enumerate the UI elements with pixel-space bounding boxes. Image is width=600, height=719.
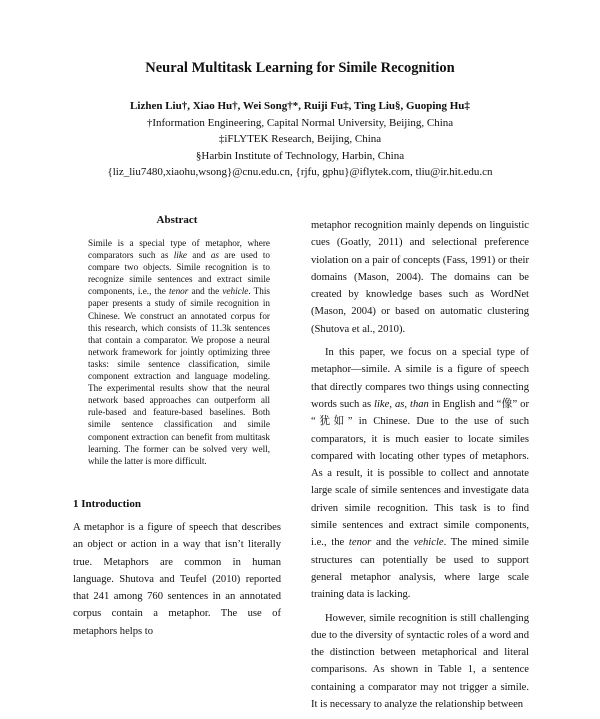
para-em: as [394, 398, 405, 410]
para-em: than [410, 398, 429, 410]
author-block [0, 98, 600, 181]
introduction-paragraph: A metaphor is a figure of speech that describes an object or action in a way that isn’t literally true. Metaphors are common in human language. Shutova and Teufel (2010) reported that 241 among 760 sentences in an annotated corpus contain a metaphor. The use of metaphors helps to [73, 522, 281, 637]
affiliation-1: †Information Engineering, Capital Normal University, Beijing, China [146, 116, 454, 129]
para-seg: , [404, 398, 410, 410]
abstract-seg: and the [188, 286, 223, 297]
right-paragraph-1: metaphor recognition mainly depends on linguistic cues (Goatly, 2011) and selectional preference violation on a pair of concepts (Fass, 1991) or their domains (Mason, 2004). The domains can be created by knowledge bases such as WordNet (Mason, 2004) or based on automatic clustering (Shutova et al., 2010). [311, 220, 529, 335]
paper-title: Neural Multitask Learning for Simile Recognition [145, 60, 455, 76]
right-paragraph-2 [311, 344, 529, 603]
abstract-body [88, 237, 270, 467]
abstract-seg: are used to compare two objects. Simile recognition is to recognize simile sentences and extract simile components, i.e., the [88, 250, 271, 297]
para-seg: and the [371, 537, 414, 549]
abstract-heading: Abstract [156, 214, 198, 226]
abstract-text [88, 237, 270, 467]
abstract-em: like [173, 250, 187, 261]
abstract-em: tenor [168, 286, 189, 297]
para-seg: . The mined simile structures can potentially be used to support general metaphor analysis, where large scale training data is lacking. [311, 537, 529, 601]
para-em: like [374, 398, 390, 410]
introduction-body [73, 519, 281, 640]
abstract-seg: and [187, 250, 211, 261]
section-heading-introduction: 1 Introduction [73, 498, 141, 510]
abstract-seg: Simile is a special type of metaphor, where comparators such as [88, 238, 270, 261]
para-em: tenor [348, 537, 372, 549]
abstract-em: vehicle [222, 286, 249, 297]
para-em: vehicle [413, 537, 444, 549]
abstract-em: as [210, 250, 219, 261]
author-emails: {liz_liu7480,xiaohu,wsong}@cnu.edu.cn, {rjfu, gphu}@iflytek.com, tliu@ir.hit.edu.cn [107, 166, 493, 178]
para-seg: , [389, 398, 395, 410]
para-seg: In this paper, we focus on a special type of metaphor—simile. A simile is a figure of speech that directly compares two things using connecting words such as [311, 347, 529, 410]
right-paragraph-3: However, simile recognition is still challenging due to the diversity of syntactic roles of a word and the distinction between metaphorical and literal comparisons. As shown in Table 1, a sentence containing a comparator may not trigger a simile. It is necessary to analyze the relationship between [311, 612, 529, 711]
abstract-seg: . This paper presents a study of simile recognition in Chinese. We construct an annotated corpus for this research, which consists of 11.3k sentences that contain a comparator. We propose a neural network framework for jointly optimizing three tasks: simile sentence classification, simile component extraction and language modeling. The experimental results show that the neural network based approaches can outperform all rule-based and feature-based baselines. Both simile sentence classification and simile component extraction can benefit from multitask learning. The former can be solved very well, while the latter is more difficult. [88, 286, 270, 466]
right-column [311, 217, 529, 719]
author-list: Lizhen Liu†, Xiao Hu†, Wei Song†*, Ruiji Fu‡, Ting Liu§, Guoping Hu‡ [130, 100, 470, 112]
affiliation-3: §Harbin Institute of Technology, Harbin, China [195, 149, 405, 162]
para-seg: in English and “像” or “犹如” in Chinese. Due to the use of such comparators, it is much easier to locate similes compared with locating other types of metaphors. As a result, it is possible to collect and annotate large scale of simile sentences and investigate data driven simile recognition. This task is to find simile sentences and extract simile components, i.e., the [311, 398, 530, 549]
affiliation-2: ‡iFLYTEK Research, Beijing, China [218, 133, 382, 145]
